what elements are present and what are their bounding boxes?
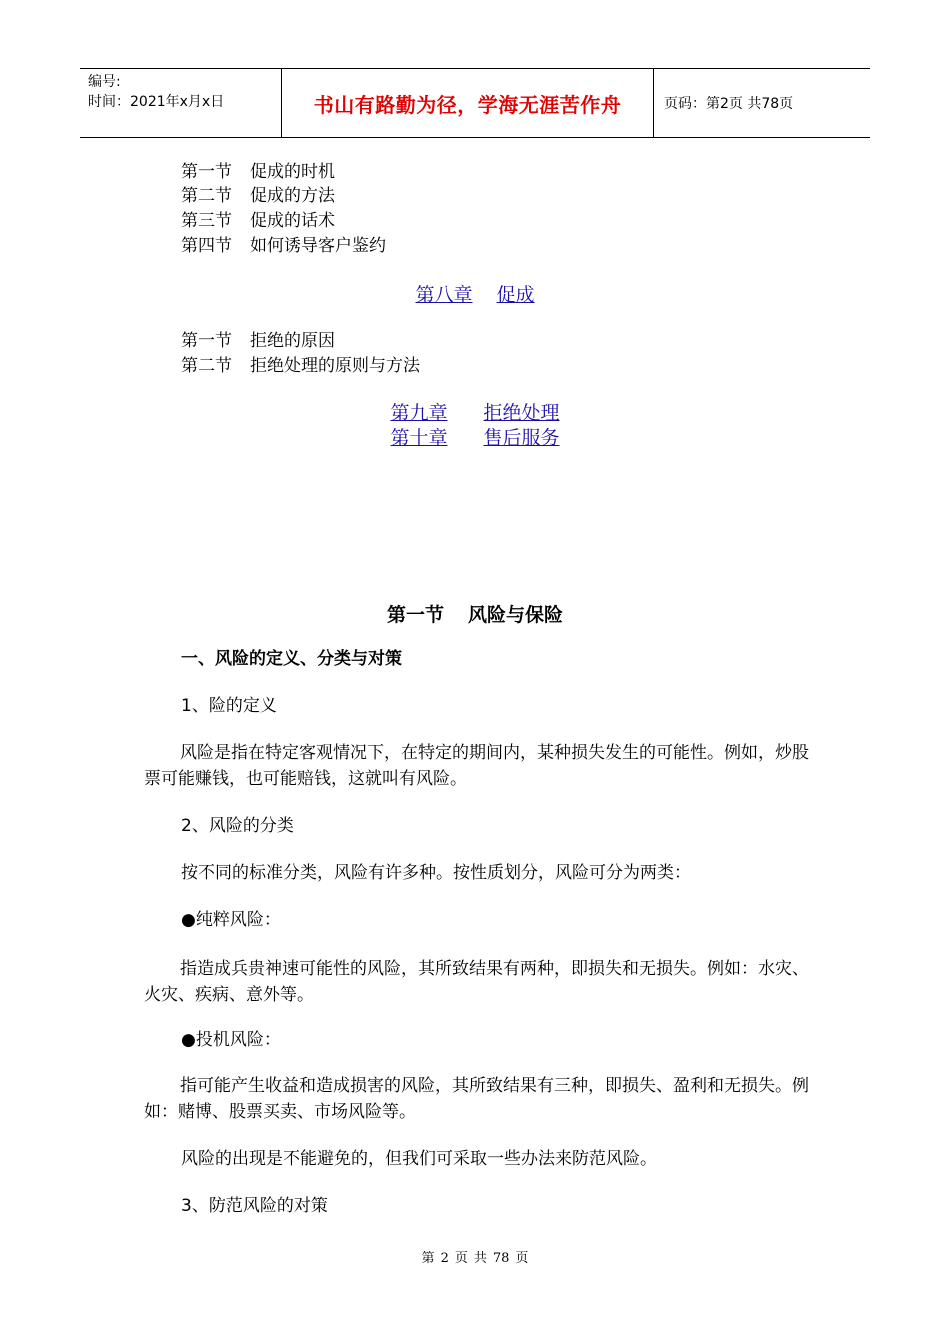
footer-text: 页 [454,1251,468,1266]
toc-item: 第三节 促成的话术 [181,211,335,231]
subheading-2: 2、风险的分类 [181,816,294,836]
chapter-10-link[interactable]: 第十章 售后服务 [390,427,560,449]
toc-item: 第二节 促成的方法 [181,186,335,206]
section-title: 第一节 风险与保险 [386,604,564,626]
footer-text: 页 [515,1251,529,1266]
chapter-8-link[interactable]: 第八章 促成 [415,284,535,306]
paragraph-4: 指可能产生收益和造成损害的风险，其所致结果有三种，即损失、盈利和无损失。例如：赌博、股票买卖、市场风险等。 [144,1076,809,1122]
page-footer [0,1247,950,1266]
chapter-9-link[interactable]: 第九章 拒绝处理 [390,402,560,424]
header-page-label: 页码：第2页 共78页 [664,96,794,112]
paragraph-2: 按不同的标准分类，风险有许多种。按性质划分，风险可分为两类： [181,863,691,883]
bullet-pure-risk: ●纯粹风险： [181,910,281,930]
doc-number-label: 编号: [88,74,121,90]
paragraph-3: 指造成兵贵神速可能性的风险，其所致结果有两种，即损失和无损失。例如：水灾、火灾、疾病、意外等。 [144,959,809,1005]
bullet-speculative-risk: ●投机风险： [181,1030,281,1050]
footer-page-number: 2 [440,1251,449,1266]
paragraph-1: 风险是指在特定客观情况下，在特定的期间内，某种损失发生的可能性。例如，炒股票可能赚钱，也可能赔钱，这就叫有风险。 [144,743,809,789]
chapter-9-heading [0,400,950,426]
toc-item: 第四节 如何诱导客户鉴约 [181,236,386,256]
header-meta [80,69,281,137]
subheading-1: 1、险的定义 [181,696,277,716]
chapter-10-heading [0,425,950,451]
toc-item: 第一节 促成的时机 [181,162,335,182]
footer-total-pages: 78 [492,1251,510,1266]
toc-item: 第二节 拒绝处理的原则与方法 [181,356,420,376]
paragraph-5: 风险的出现是不能避免的，但我们可采取一些办法来防范风险。 [181,1149,657,1169]
doc-time-label: 时间：2021年x月x日 [88,94,225,110]
chapter-8-heading [0,282,950,308]
toc-item: 第一节 拒绝的原因 [181,331,335,351]
header-motto: 书山有路勤为径，学海无涯苦作舟 [281,69,654,137]
document-header [80,68,870,138]
subheading-3: 3、防范风险的对策 [181,1196,328,1216]
footer-text: 共 [473,1251,487,1266]
heading-risk-definition: 一、风险的定义、分类与对策 [181,649,402,669]
footer-text: 第 [421,1251,435,1266]
